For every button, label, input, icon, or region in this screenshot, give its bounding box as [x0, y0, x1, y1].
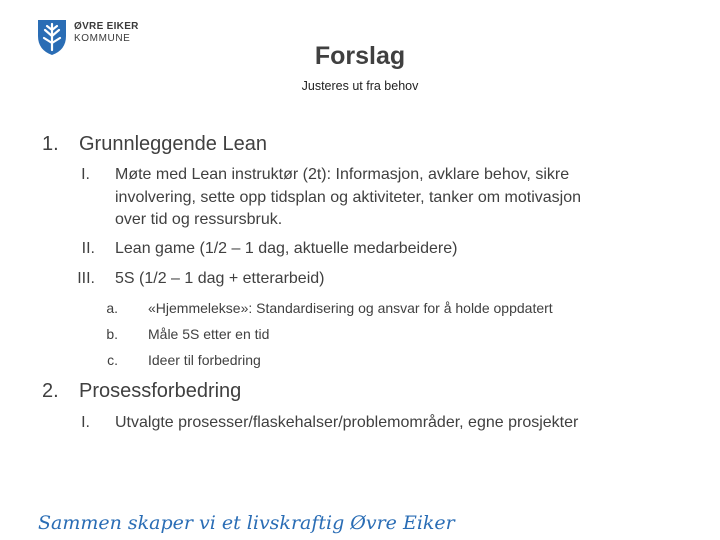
item-1-I-text	[115, 164, 581, 232]
item-1-I-line-3: over tid og ressursbruk.	[115, 211, 283, 228]
subitem-c-text: Ideer til forbedring	[148, 352, 261, 368]
item-2-I-text: Utvalgte prosesser/flaskehalser/problemområder, egne prosjekter	[115, 414, 579, 431]
logo-line-2: KOMMUNE	[74, 33, 131, 44]
subitem-b-marker: b.	[106, 326, 118, 342]
item-1-I-line-2: involvering, sette opp tidsplan og aktiviteter, tanker om motivasjon	[115, 188, 582, 206]
subitem-a-marker: a.	[106, 300, 118, 316]
subitem-a-text: «Hjemmelekse»: Standardisering og ansvar for å holde oppdatert	[148, 300, 553, 316]
subitem-c-marker: c.	[107, 352, 118, 368]
item-1-II-text: Lean game (1/2 – 1 dag, aktuelle medarbeidere)	[115, 240, 458, 257]
item-2-I-marker: I.	[81, 414, 90, 431]
section-2-number: 2.	[42, 380, 59, 402]
logo-line-1: ØVRE EIKER	[74, 21, 139, 32]
item-1-I-line-1: Møte med Lean instruktør (2t): Informasjon, avklare behov, sikre	[115, 166, 570, 183]
municipality-logo	[36, 18, 146, 58]
section-1-heading: Grunnleggende Lean	[79, 133, 267, 155]
footer-slogan	[38, 507, 455, 537]
item-1-I-marker: I.	[81, 166, 90, 183]
page-title: Forslag	[314, 42, 406, 70]
page-subtitle: Justeres ut fra behov	[301, 79, 419, 93]
item-1-III-marker: III.	[77, 270, 95, 287]
coat-of-arms-icon	[36, 18, 68, 56]
item-1-II-marker: II.	[81, 240, 95, 257]
section-1-number: 1.	[42, 133, 59, 155]
logo-text	[74, 21, 139, 45]
footer-slogan-text: Sammen skaper vi et livskraftig Øvre Eiker	[38, 512, 455, 534]
section-2-heading: Prosessforbedring	[79, 380, 242, 402]
subitem-b-text: Måle 5S etter en tid	[148, 326, 270, 342]
item-1-III-text: 5S (1/2 – 1 dag + etterarbeid)	[115, 270, 325, 287]
